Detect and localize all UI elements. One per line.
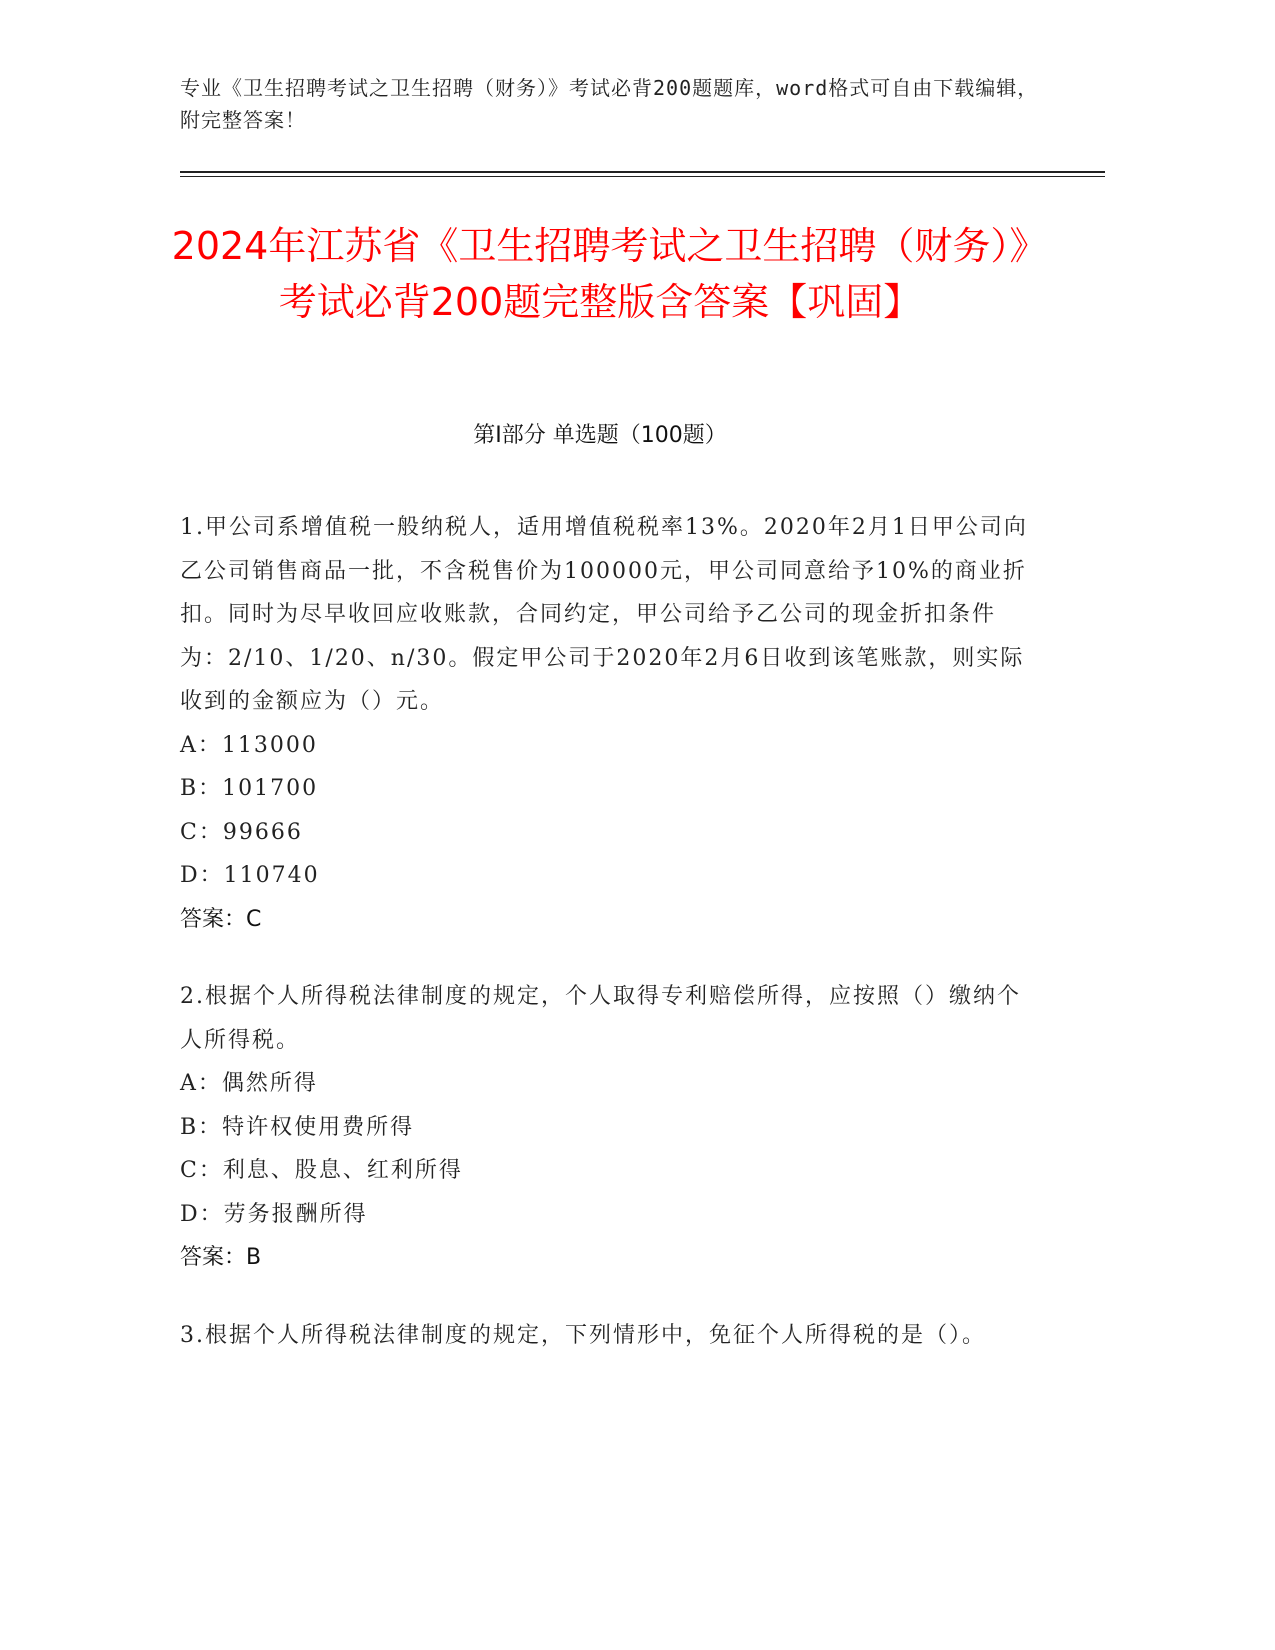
option-b: B：特许权使用费所得 <box>180 1114 415 1140</box>
option-c: C：99666 <box>180 819 303 845</box>
header-note: 专业《卫生招聘考试之卫生招聘（财务）》考试必背200题题库，word格式可自由下载编辑，附完整答案！ <box>180 76 1039 132</box>
option-d: D：110740 <box>180 863 320 888</box>
option-c: C：利息、股息、红利所得 <box>180 1158 463 1183</box>
question-1 <box>180 506 1040 941</box>
option-d: D：劳务报酬所得 <box>180 1201 368 1227</box>
answer: 答案：C <box>180 906 262 932</box>
question-2 <box>180 975 1040 1280</box>
header-divider-thin <box>180 176 1105 177</box>
answer: 答案：B <box>180 1245 262 1270</box>
option-a: A：偶然所得 <box>180 1071 318 1096</box>
option-b: B：101700 <box>180 776 319 801</box>
question-stem: 1.甲公司系增值税一般纳税人，适用增值税税率13%。2020年2月1日甲公司向乙公司销售商品一批，不含税售价为100000元，甲公司同意给予10%的商业折扣。同时为尽早收回应收账款，合同约定，甲公司给予乙公司的现金折扣条件为：2/10、1/20、n/30。假定甲公司于2020年2月6日收到该笔账款，则实际收到的金额应为（）元。 <box>180 515 1028 714</box>
document-title: 2024年江苏省《卫生招聘考试之卫生招聘（财务）》考试必背200题完整版含答案【巩固】 <box>171 224 1029 324</box>
question-stem: 3.根据个人所得税法律制度的规定，下列情形中，免征个人所得税的是（）。 <box>180 1322 986 1348</box>
question-3 <box>180 1314 1040 1358</box>
header-divider-thick <box>180 171 1105 173</box>
section-title: 第Ⅰ部分 单选题（100题） <box>473 423 727 448</box>
question-stem: 2.根据个人所得税法律制度的规定，个人取得专利赔偿所得，应按照（）缴纳个人所得税。 <box>180 984 1021 1053</box>
option-a: A：113000 <box>180 732 318 758</box>
question-list <box>180 506 1040 1391</box>
